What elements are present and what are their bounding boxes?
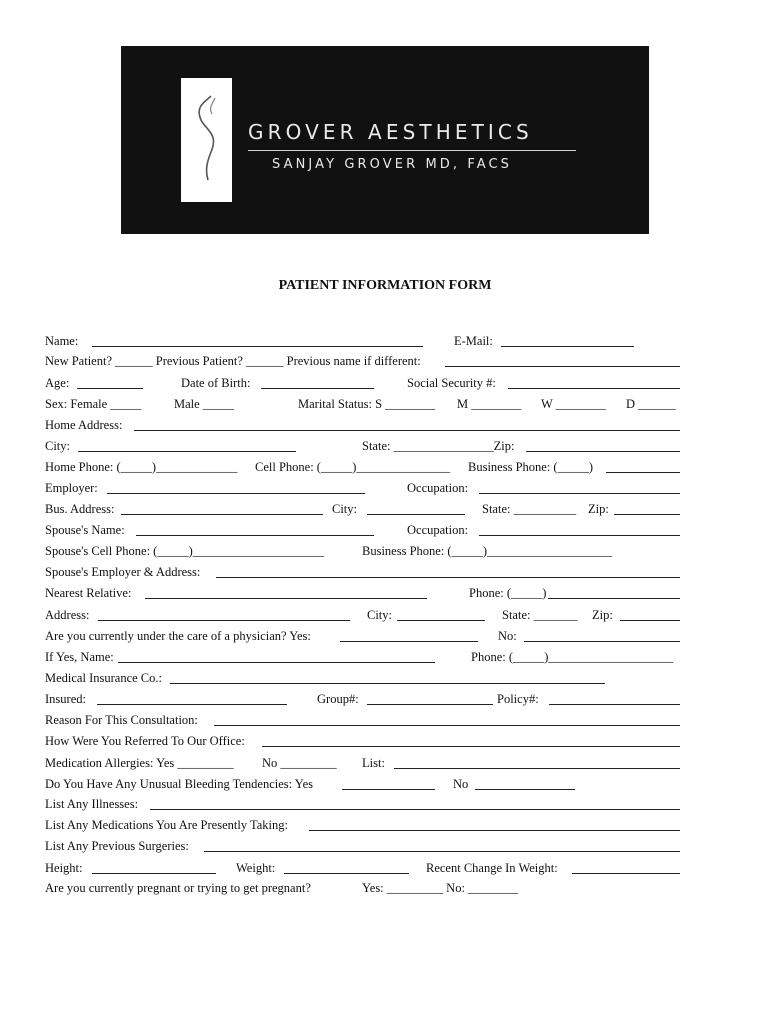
answer-blank-line[interactable] — [170, 683, 605, 684]
logo-emblem-panel — [181, 78, 232, 202]
answer-blank-line[interactable] — [204, 851, 680, 852]
answer-blank-line[interactable] — [479, 493, 680, 494]
field-label: Business Phone: (_____) — [468, 460, 593, 474]
answer-blank-line[interactable] — [572, 873, 680, 874]
answer-blank-line[interactable] — [92, 346, 423, 347]
field-label: Nearest Relative: — [45, 586, 132, 600]
field-label: Phone: (_____) — [469, 586, 547, 600]
answer-blank-line[interactable] — [445, 366, 680, 367]
answer-blank-line[interactable] — [309, 830, 680, 831]
answer-blank-line[interactable] — [261, 388, 374, 389]
answer-blank-line[interactable] — [145, 598, 427, 599]
field-label: List Any Previous Surgeries: — [45, 839, 189, 853]
answer-blank-line[interactable] — [340, 641, 478, 642]
field-label: Phone: (_____)____________________ — [471, 650, 674, 664]
field-label: Social Security #: — [407, 376, 496, 390]
field-label: Bus. Address: — [45, 502, 115, 516]
answer-blank-line[interactable] — [508, 388, 680, 389]
field-label: Marital Status: S ________ — [298, 397, 436, 411]
answer-blank-line[interactable] — [150, 809, 680, 810]
field-label: List Any Medications You Are Presently Taking: — [45, 818, 288, 832]
answer-blank-line[interactable] — [614, 514, 680, 515]
field-label: Address: — [45, 608, 90, 622]
field-label: State: _______ — [502, 608, 578, 622]
field-label: Spouse's Name: — [45, 523, 125, 537]
field-label: Are you currently under the care of a physician? Yes: — [45, 629, 311, 643]
answer-blank-line[interactable] — [397, 620, 485, 621]
field-label: Zip: — [588, 502, 609, 516]
answer-blank-line[interactable] — [549, 704, 680, 705]
grover-aesthetics-logo — [121, 46, 649, 234]
answer-blank-line[interactable] — [620, 620, 680, 621]
answer-blank-line[interactable] — [118, 662, 435, 663]
field-label: Home Address: — [45, 418, 123, 432]
field-label: List: — [362, 756, 385, 770]
brand-divider — [248, 150, 576, 151]
answer-blank-line[interactable] — [214, 725, 680, 726]
answer-blank-line[interactable] — [524, 641, 680, 642]
field-label: Insured: — [45, 692, 86, 706]
field-label: Employer: — [45, 481, 98, 495]
field-label: State: ________________Zip: — [362, 439, 515, 453]
field-label: Age: — [45, 376, 70, 390]
answer-blank-line[interactable] — [136, 535, 374, 536]
field-label: Height: — [45, 861, 83, 875]
answer-blank-line[interactable] — [342, 789, 435, 790]
answer-blank-line[interactable] — [78, 451, 296, 452]
field-label: D ______ — [626, 397, 676, 411]
field-label: Are you currently pregnant or trying to get pregnant? — [45, 881, 311, 895]
field-label: M ________ — [457, 397, 522, 411]
answer-blank-line[interactable] — [606, 472, 680, 473]
field-label: Occupation: — [407, 523, 469, 537]
brand-subtitle: SANJAY GROVER MD, FACS — [272, 157, 513, 172]
answer-blank-line[interactable] — [367, 514, 465, 515]
field-label: How Were You Referred To Our Office: — [45, 734, 245, 748]
form-title: PATIENT INFORMATION FORM — [278, 278, 492, 293]
answer-blank-line[interactable] — [526, 451, 680, 452]
answer-blank-line[interactable] — [501, 346, 634, 347]
field-label: Cell Phone: (_____)_______________ — [255, 460, 451, 474]
answer-blank-line[interactable] — [284, 873, 409, 874]
answer-blank-line[interactable] — [262, 746, 680, 747]
field-label: Name: — [45, 334, 79, 348]
field-label: City: — [332, 502, 358, 516]
field-label: Sex: Female _____ — [45, 397, 142, 411]
answer-blank-line[interactable] — [97, 704, 287, 705]
field-label: No: — [498, 629, 517, 643]
answer-blank-line[interactable] — [367, 704, 493, 705]
field-label: No — [453, 777, 469, 791]
brand-name: GROVER AESTHETICS — [248, 120, 533, 144]
answer-blank-line[interactable] — [548, 598, 680, 599]
field-label: Medication Allergies: Yes _________ — [45, 756, 234, 770]
field-label: Medical Insurance Co.: — [45, 671, 162, 685]
field-label: Spouse's Cell Phone: (_____)_____________________ — [45, 544, 324, 558]
field-label: State: __________ — [482, 502, 577, 516]
field-label: Occupation: — [407, 481, 469, 495]
answer-blank-line[interactable] — [107, 493, 365, 494]
answer-blank-line[interactable] — [121, 514, 323, 515]
field-label: Business Phone: (_____)____________________ — [362, 544, 612, 558]
field-label: Policy#: — [497, 692, 539, 706]
field-label: Do You Have Any Unusual Bleeding Tendencies: Yes — [45, 777, 313, 791]
field-label: Weight: — [236, 861, 276, 875]
answer-blank-line[interactable] — [216, 577, 680, 578]
field-label: Spouse's Employer & Address: — [45, 565, 201, 579]
answer-blank-line[interactable] — [92, 873, 216, 874]
field-label: E-Mail: — [454, 334, 493, 348]
field-label: W ________ — [541, 397, 606, 411]
answer-blank-line[interactable] — [479, 535, 680, 536]
field-label: If Yes, Name: — [45, 650, 114, 664]
field-label: Male _____ — [174, 397, 235, 411]
answer-blank-line[interactable] — [134, 430, 680, 431]
answer-blank-line[interactable] — [394, 768, 680, 769]
field-label: Home Phone: (_____)_____________ — [45, 460, 238, 474]
field-label: Reason For This Consultation: — [45, 713, 198, 727]
field-label: New Patient? ______ Previous Patient? ______ Previous name if different: — [45, 354, 421, 368]
field-label: No _________ — [262, 756, 337, 770]
answer-blank-line[interactable] — [475, 789, 575, 790]
answer-blank-line[interactable] — [77, 388, 143, 389]
field-label: Recent Change In Weight: — [426, 861, 558, 875]
field-label: Yes: _________ No: ________ — [362, 881, 519, 895]
body-silhouette-icon — [181, 78, 232, 202]
field-label: Zip: — [592, 608, 613, 622]
field-label: Date of Birth: — [181, 376, 251, 390]
field-label: Group#: — [317, 692, 359, 706]
answer-blank-line[interactable] — [98, 620, 350, 621]
field-label: List Any Illnesses: — [45, 797, 139, 811]
field-label: City: — [367, 608, 393, 622]
field-label: City: — [45, 439, 71, 453]
